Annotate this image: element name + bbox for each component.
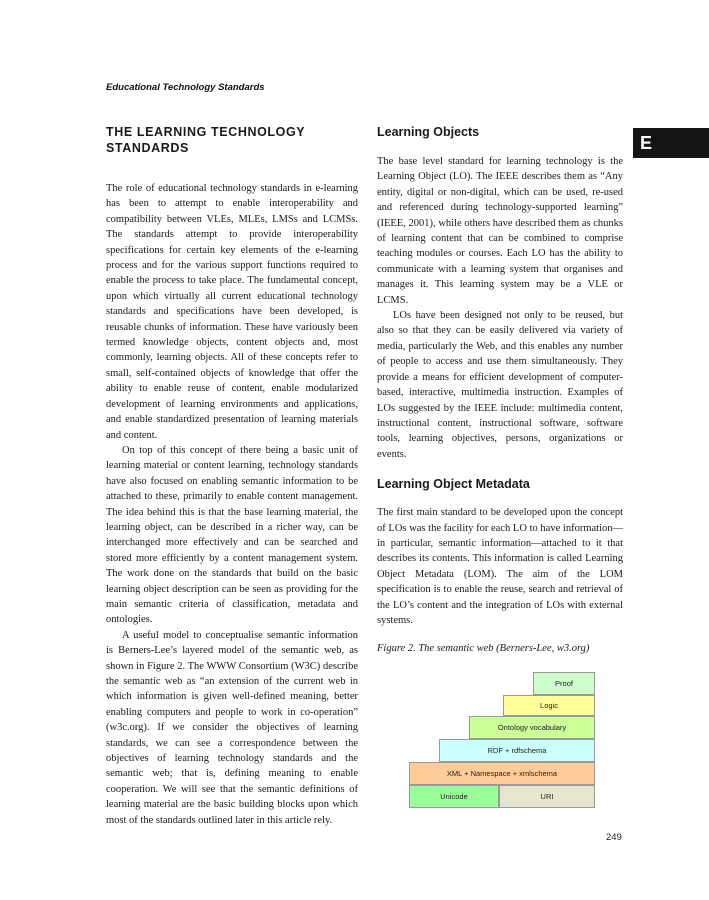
layer-label: Logic: [540, 701, 558, 710]
paragraph: The role of educational technology standards in e-learning has been to attempt to enable interoperability and compatibility between VLEs, MLEs, LMSs and LCMSs. The standards attempt to provide interoperability specifications for certain key elements of the e-learning process and for the various support functions required to enable the process to take place. The fundamental concept, upon which virtually all current educational technology standards and specifications have been developed, is reusable chunks of information. These have variously been termed knowledge objects, content objects and, most commonly, learning objects. All of these concepts refer to small, self-contained objects of knowledge that offer the ability to enable reuse of content, enable modularized development of learning environments and applications, and enable standardized presentation of learning materials and content.: [106, 183, 358, 441]
layer-label: RDF + rdfschema: [487, 746, 547, 755]
layer-label: Unicode: [440, 792, 468, 801]
right-column: [377, 124, 623, 628]
layer-label: XML + Namespace + xmlschema: [446, 769, 558, 778]
paragraph: LOs have been designed not only to be reused, but also so that they can be easily delivered via variety of media, particularly the Web, and this enables any number of people to access and use them simultaneously. They provide a means for efficient development of computer-based, interactive, multimedia instruction. Examples of LOs suggested by the IEEE include: multimedia content, instructional content, instructional software, software tools, learning objectives, persons, organizations or events.: [377, 310, 623, 460]
page-number: 249: [606, 832, 622, 843]
section-heading-lom: Learning Object Metadata: [377, 477, 530, 492]
paragraph: A useful model to conceptualise semantic information is Berners-Lee’s layered model of the semantic web, as shown in Figure 2. The WWW Consortium (W3C) describe the semantic web as “an extension of the current web in which information is given well-defined meaning, better enabling computers and people to work in co-operation” (w3c.org). If we consider the objectives of learning standards, we can see a correspondence between the objectives of learning technology standards and the semantic web; that is, defining meaning to enable cooperation. We will see that the semantic definitions of learning material are the basic building blocks upon which most of the standards outlined later in this article rely.: [106, 629, 358, 826]
layer-label: Proof: [555, 679, 573, 688]
layer-rdf: [439, 739, 595, 762]
article-title: THE LEARNING TECHNOLOGY STANDARDS: [106, 125, 305, 155]
left-column: [106, 124, 358, 828]
section-tab: E: [633, 128, 709, 158]
layer-logic: [503, 695, 595, 716]
paragraph: The base level standard for learning technology is the Learning Object (LO). The IEEE describes them as “Any entity, digital or non-digital, which can be used, re-used and referenced during technology-supported learning” (IEEE, 2001), while others have described them as chunks of learning content that can be combined to comprise teaching modules or courses. Each LO has the ability to communicate with a learning system that organises and manages it. This learning system may be a VLE or LCMS.: [377, 156, 623, 306]
layer-label: Ontology vocabulary: [497, 723, 567, 732]
layer-ontology-vocabulary: [469, 716, 595, 739]
layer-xml: [409, 762, 595, 785]
figure-caption: Figure 2. The semantic web (Berners-Lee, w3.org): [377, 643, 590, 654]
paragraph: The first main standard to be developed upon the concept of LOs was the facility for each LO to have information—in particular, semantic information—attached to it that describes its contents. This information is called Learning Object Metadata (LOM). The aim of the LOM specification is to enable the reuse, search and retrieval of the LO’s content and the integration of LOs with external systems.: [377, 507, 623, 626]
layer-proof: [533, 672, 595, 695]
section-heading-learning-objects: Learning Objects: [377, 125, 480, 139]
layer-unicode: [409, 785, 499, 808]
running-header: Educational Technology Standards: [106, 82, 265, 93]
paragraph: On top of this concept of there being a basic unit of learning material or content learning, technology standards have also focused on enabling semantic information to be attached to these, primarily to enable content management. The idea behind this is that the base learning material, the learning object, can be described in a richer way, can be interchanged more effectively and can be searched and stored more efficiently by a content management system. The work done on the standards that build on the basic learning object description can be seen as providing for the main semantic criteria of classification, metadata and ontologies.: [106, 444, 358, 626]
layer-label: URI: [540, 792, 554, 801]
layer-uri: [499, 785, 595, 808]
